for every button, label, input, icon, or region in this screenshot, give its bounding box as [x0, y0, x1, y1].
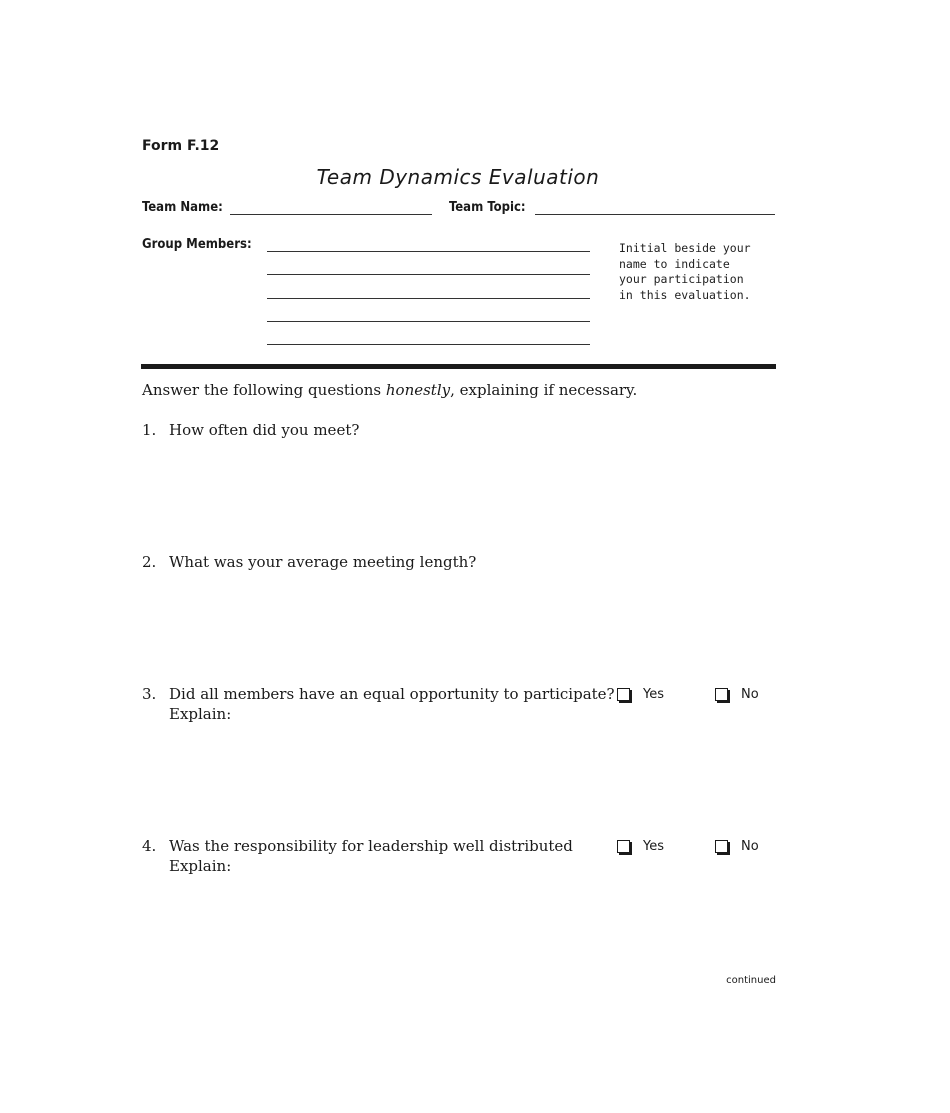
section-divider: [141, 364, 776, 369]
option-label: Yes: [643, 839, 664, 854]
question-2: [142, 552, 476, 572]
page-title: Team Dynamics Evaluation: [316, 165, 600, 189]
option-label: No: [741, 839, 759, 854]
q4-yes-option[interactable]: [617, 839, 664, 854]
initial-note: [619, 241, 751, 303]
question-1: [142, 420, 359, 440]
form-id: Form F.12: [142, 138, 220, 154]
instructions-after: , explaining if necessary.: [450, 381, 638, 399]
q3-no-option[interactable]: [715, 687, 759, 702]
continued-note: continued: [726, 975, 776, 986]
question-text: [169, 836, 573, 876]
group-member-line[interactable]: [267, 274, 590, 275]
group-member-line[interactable]: [267, 344, 590, 345]
question-text: What was your average meeting length?: [169, 553, 477, 571]
q4-no-option[interactable]: [715, 839, 759, 854]
question-text: [169, 684, 615, 724]
checkbox-icon[interactable]: [715, 688, 728, 701]
question-4: [142, 836, 573, 876]
question-number: 1.: [142, 421, 157, 439]
group-member-line[interactable]: [267, 321, 590, 322]
question-main-text: Was the responsibility for leadership well distributed: [169, 837, 573, 855]
explain-label: Explain:: [169, 857, 232, 875]
instructions-before: Answer the following questions: [142, 381, 386, 399]
checkbox-icon[interactable]: [715, 840, 728, 853]
checkbox-icon[interactable]: [617, 840, 630, 853]
group-member-line[interactable]: [267, 298, 590, 299]
team-name-label: Team Name:: [142, 200, 223, 215]
question-main-text: Did all members have an equal opportunity to participate?: [169, 685, 615, 703]
question-number: 3.: [142, 685, 157, 703]
instructions: [142, 381, 637, 399]
explain-label: Explain:: [169, 705, 232, 723]
question-number: 2.: [142, 553, 157, 571]
q3-yes-option[interactable]: [617, 687, 664, 702]
team-topic-field[interactable]: [535, 214, 775, 215]
question-number: 4.: [142, 837, 157, 855]
group-members-label: Group Members:: [142, 237, 252, 252]
option-label: No: [741, 687, 759, 702]
initial-note-line: in this evaluation.: [619, 287, 751, 302]
initial-note-line: name to indicate: [619, 256, 730, 271]
instructions-emphasis: honestly: [385, 381, 451, 399]
team-name-field[interactable]: [230, 214, 432, 215]
initial-note-line: your participation: [619, 272, 744, 286]
initial-note-line: Initial beside your: [619, 241, 751, 255]
team-topic-label: Team Topic:: [449, 200, 526, 215]
question-text: How often did you meet?: [169, 421, 360, 439]
checkbox-icon[interactable]: [617, 688, 630, 701]
question-3: [142, 684, 615, 724]
group-member-line[interactable]: [267, 251, 590, 252]
option-label: Yes: [643, 687, 664, 702]
